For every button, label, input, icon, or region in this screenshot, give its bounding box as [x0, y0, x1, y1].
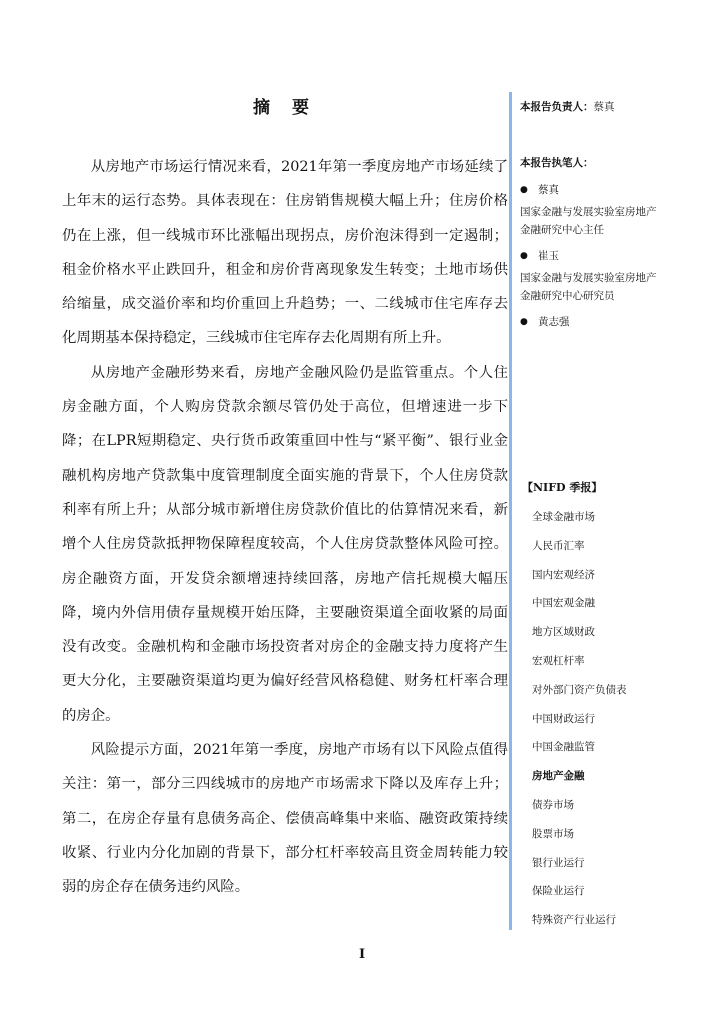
- report-series-item[interactable]: 国内宏观经济: [532, 568, 595, 581]
- page-number: I: [358, 947, 366, 962]
- authors-label: 本报告执笔人：: [520, 157, 594, 169]
- report-series-item[interactable]: 中国金融监管: [532, 741, 595, 754]
- summary-paragraph-market: 从房地产市场运行情况来看，2021年第一季度房地产市场延续了上年末的运行态势。具体表现在：住房销售规模大幅上升；住房价格仍在上涨，但一线城市环比涨幅出现拐点，房价泡沫得到一定遏制；租金价格水平止跌回升，租金和房价背离现象发生转变；土地市场供给缩量，成交溢价率和均价重回上升趋势；一、二线城市住宅库存去化周期基本保持稳定，三线城市住宅库存去化周期有所上升。: [62, 159, 508, 347]
- author-name: 黄志强: [538, 316, 570, 328]
- report-series-item[interactable]: 保险业运行: [532, 885, 585, 898]
- author-affiliation: 国家金融与发展实验室房地产金融研究中心研究员: [520, 272, 657, 302]
- summary-paragraph-finance: 从房地产金融形势来看，房地产金融风险仍是监管重点。个人住房金融方面，个人购房贷款余额尽管仍处于高位，但增速进一步下降；在LPR短期稳定、央行货币政策重回中性与“紧平衡”、银行业金融机构房地产贷款集中度管理制度全面实施的背景下，个人住房贷款利率有所上升；从部分城市新增住房贷款价值比的估算情况来看，新增个人住房贷款抵押物保障程度较高，个人住房贷款整体风险可控。房企融资方面，开发贷余额增速持续回落，房地产信托规模大幅压降，境内外信用债存量规模开始压降，主要融资渠道全面收紧的局面没有改变。金融机构和金融市场投资者对房企的金融支持力度将产生更大分化，主要融资渠道均更为偏好经营风格稳健、财务杠杆率合理的房企。: [62, 364, 508, 724]
- responsible-block: [520, 98, 660, 117]
- sidebar-divider: [509, 92, 512, 930]
- author-item: [520, 247, 660, 266]
- bullet-icon: ●: [520, 185, 528, 195]
- bullet-icon: ●: [520, 251, 528, 261]
- author-item: [520, 181, 660, 200]
- report-series-item[interactable]: 对外部门资产负债表: [532, 683, 627, 696]
- report-series-item[interactable]: 中国宏观金融: [532, 597, 595, 610]
- responsible-name: 蔡真: [593, 101, 615, 113]
- report-series-item-active[interactable]: 房地产金融: [532, 770, 585, 783]
- report-series-item[interactable]: 人民币汇率: [532, 539, 585, 552]
- report-series-heading: 【NIFD 季报】: [522, 481, 603, 494]
- report-series-item[interactable]: 全球金融市场: [532, 511, 595, 523]
- authors-block: [520, 154, 660, 332]
- author-affiliation: 国家金融与发展实验室房地产金融研究中心主任: [520, 206, 657, 236]
- summary-paragraph-risk: 风险提示方面，2021年第一季度，房地产市场有以下风险点值得关注：第一，部分三四线城市的房地产市场需求下降以及库存上升；第二，在房企存量有息债务高企、偿债高峰集中来临、融资政策持续收紧、行业内分化加剧的背景下，部分杠杆率较高且资金周转能力较弱的房企存在债务违约风险。: [62, 742, 508, 896]
- report-series-item[interactable]: 宏观杠杆率: [532, 654, 585, 667]
- bullet-icon: ●: [520, 317, 528, 327]
- report-series-item[interactable]: 特殊资产行业运行: [532, 914, 616, 927]
- report-series-item[interactable]: 股票市场: [532, 827, 574, 840]
- author-item: [520, 313, 660, 332]
- responsible-label: 本报告负责人：: [520, 101, 594, 113]
- report-series-item[interactable]: 债券市场: [532, 798, 574, 811]
- report-series-item[interactable]: 中国财政运行: [532, 712, 595, 725]
- author-name: 崔玉: [538, 250, 559, 262]
- author-name: 蔡真: [538, 184, 559, 196]
- page-title: 摘 要: [253, 98, 317, 118]
- report-series-item[interactable]: 地方区域财政: [532, 626, 595, 639]
- main-content: [62, 96, 508, 905]
- report-series-list: [532, 507, 662, 939]
- report-series-item[interactable]: 银行业运行: [532, 856, 585, 869]
